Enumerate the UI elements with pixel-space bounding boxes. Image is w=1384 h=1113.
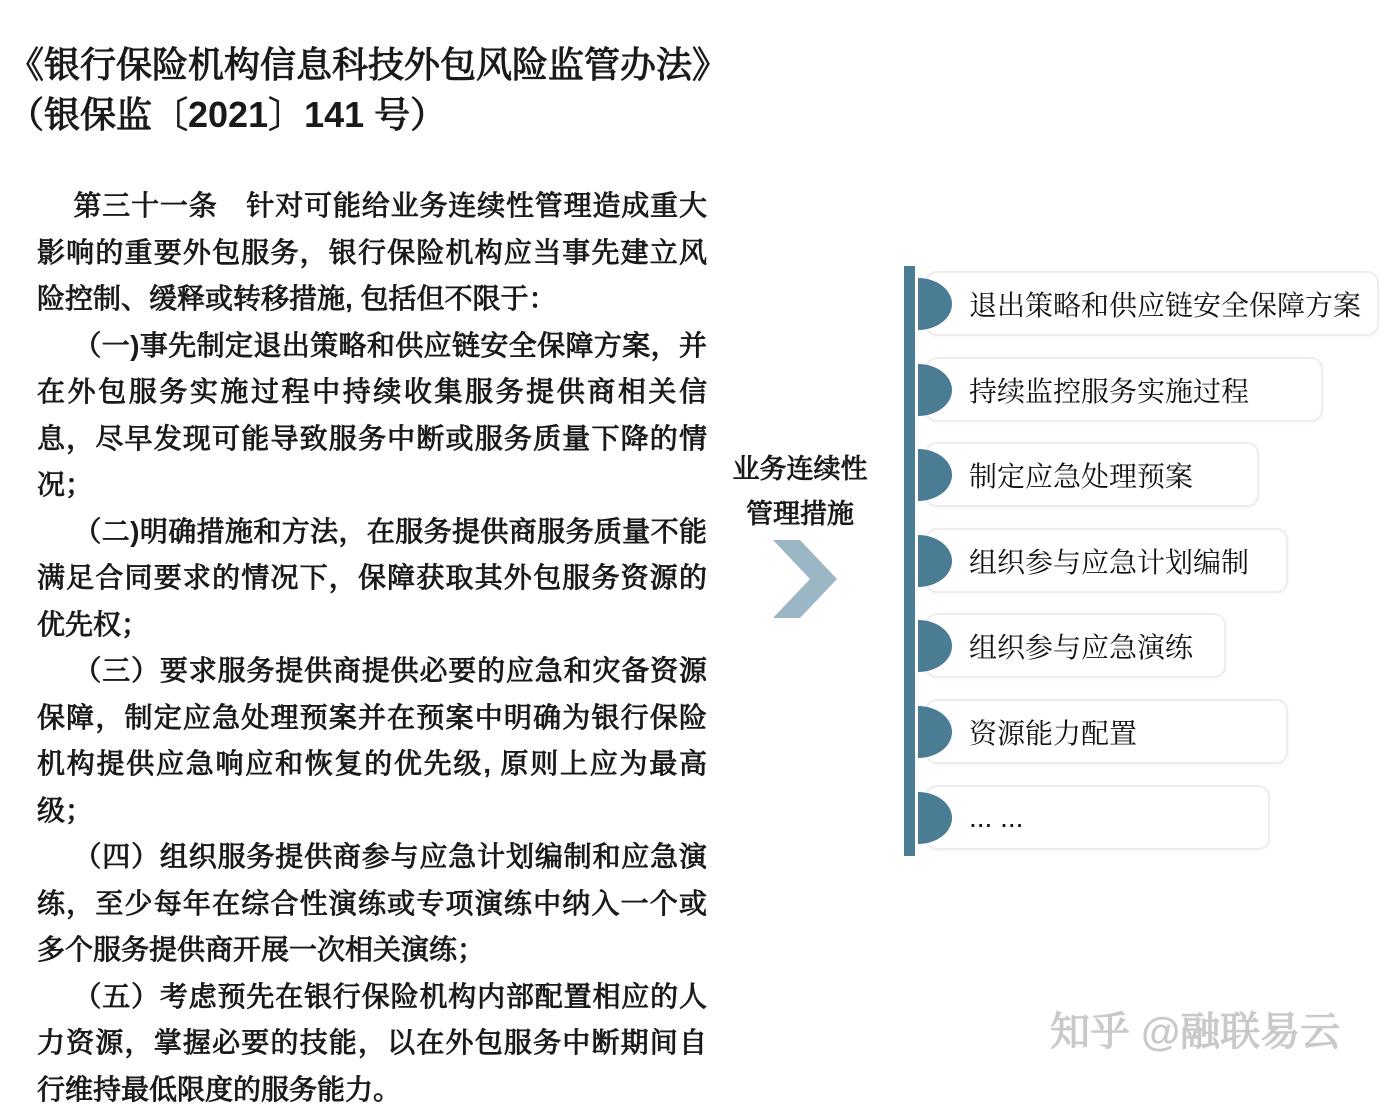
measure-box-emergency-plan: [925, 442, 1259, 507]
paragraph-article-31: 第三十一条 针对可能给业务连续性管理造成重大影响的重要外包服务，银行保险机构应当事先建立风险控制、缓释或转移措施, 包括但不限于：: [37, 183, 707, 323]
document-title-line2: （银保监〔2021〕141 号）: [8, 90, 728, 140]
semicircle-bullet-icon: [918, 449, 952, 501]
document-title-line1: 《银行保险机构信息科技外包风险监管办法》: [8, 40, 728, 90]
measure-label: 组织参与应急演练: [969, 626, 1193, 666]
measure-box-resource-capacity: [925, 699, 1288, 764]
semicircle-bullet-icon: [918, 620, 952, 672]
regulation-body-text: [37, 183, 707, 1113]
vertical-accent-bar: [904, 266, 915, 856]
diagram-label-line1: 业务连续性: [710, 447, 890, 492]
diagram-center-label: [710, 447, 890, 537]
paragraph-item-5: （五）考虑预先在银行保险机构内部配置相应的人力资源，掌握必要的技能，以在外包服务中断期间自行维持最低限度的服务能力。: [37, 974, 707, 1113]
measure-box-exit-strategy: [925, 271, 1379, 336]
measure-label: 退出策略和供应链安全保障方案: [969, 284, 1361, 324]
diagram-label-line2: 管理措施: [710, 492, 890, 537]
document-title: [8, 40, 728, 140]
measure-box-plan-participation: [925, 528, 1288, 593]
measure-label: 资源能力配置: [969, 712, 1137, 752]
measure-label: 组织参与应急计划编制: [969, 541, 1249, 581]
semicircle-bullet-icon: [918, 535, 952, 587]
semicircle-bullet-icon: [918, 364, 952, 416]
semicircle-bullet-icon: [918, 278, 952, 330]
paragraph-item-1: （一)事先制定退出策略和供应链安全保障方案，并在外包服务实施过程中持续收集服务提供商相关信息，尽早发现可能导致服务中断或服务质量下降的情况；: [37, 323, 707, 509]
measure-label: ... ...: [969, 802, 1023, 834]
semicircle-bullet-icon: [918, 792, 952, 844]
paragraph-item-4: （四）组织服务提供商参与应急计划编制和应急演练，至少每年在综合性演练或专项演练中纳入一个或多个服务提供商开展一次相关演练；: [37, 834, 707, 974]
measure-label: 制定应急处理预案: [969, 455, 1193, 495]
measure-label: 持续监控服务实施过程: [969, 370, 1249, 410]
zhihu-watermark: 知乎 @融联易云: [1050, 1000, 1340, 1057]
semicircle-bullet-icon: [918, 706, 952, 758]
paragraph-item-3: （三）要求服务提供商提供必要的应急和灾备资源保障，制定应急处理预案并在预案中明确为银行保险机构提供应急响应和恢复的优先级, 原则上应为最高级；: [37, 648, 707, 834]
measure-box-continuous-monitoring: [925, 357, 1323, 422]
measure-box-drill-participation: [925, 613, 1226, 678]
paragraph-item-2: （二)明确措施和方法，在服务提供商服务质量不能满足合同要求的情况下，保障获取其外包服务资源的优先权；: [37, 509, 707, 649]
measure-box-ellipsis: [925, 785, 1270, 850]
chevron-right-icon: [773, 540, 837, 618]
